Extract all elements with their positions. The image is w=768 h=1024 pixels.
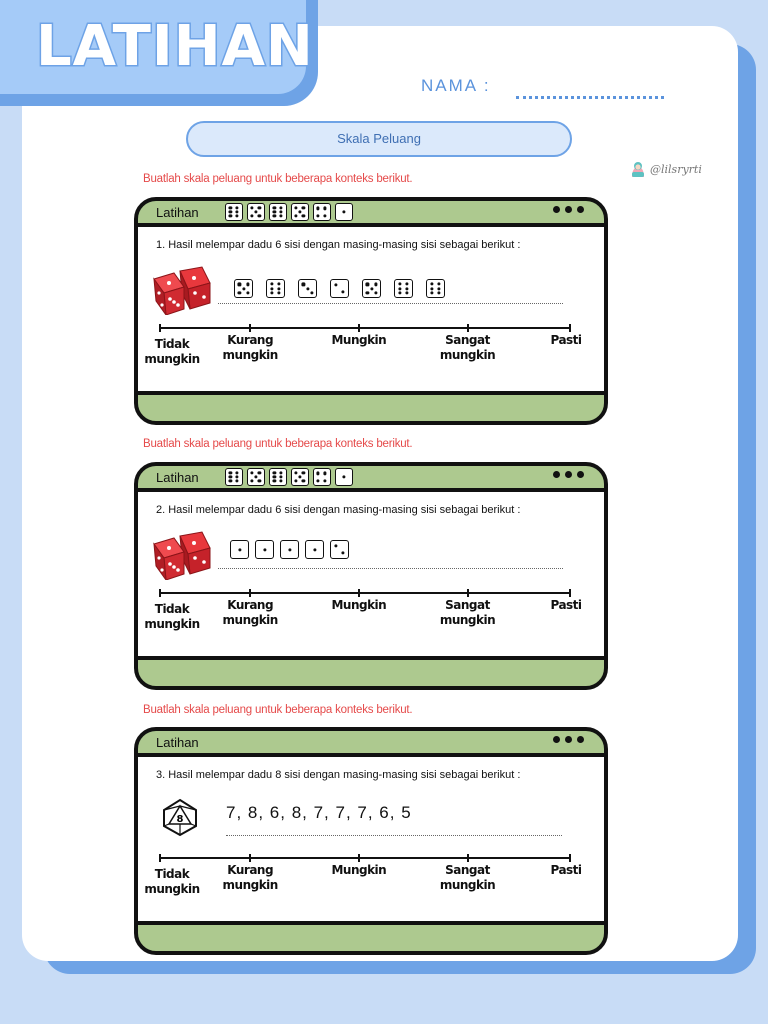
scale-tick [159,589,161,597]
scale-label-line: Mungkin [331,863,387,877]
die-face-2-icon [330,279,349,298]
scale-tick [467,589,469,597]
scale-label-line: Mungkin [331,598,387,612]
red-dice-icon [150,528,220,580]
die-face-1-icon [280,540,299,559]
scale-tick [249,589,251,597]
scale-label-line: Sangat [445,863,490,877]
scale-label-line: Kurang [227,333,274,347]
scale-label-sangat-mungkin [440,863,495,893]
scale-tick [569,854,571,862]
scale-label-line: mungkin [144,352,200,366]
scale-label-line: Tidak [154,602,190,616]
die-face-5-icon [362,279,381,298]
scale-tick [358,589,360,597]
scale-tick [249,324,251,332]
die-face-1-icon [305,540,324,559]
die-face-6-icon [266,279,285,298]
die-face-1-icon [255,540,274,559]
scale-label-line: mungkin [439,878,496,892]
scale-label-mungkin [331,598,386,613]
scale-label-pasti [550,863,581,878]
probability-scale [144,327,582,366]
die-face-6-icon [225,203,243,221]
scale-label-mungkin [331,333,386,348]
question-text: 3. Hasil melempar dadu 8 sisi dengan masing-masing sisi sebagai berikut : [156,769,521,781]
scale-label-line: mungkin [439,613,496,627]
scale-label-line: Pasti [550,598,582,612]
scale-label-kurang-mungkin [223,863,278,893]
question-text: 2. Hasil melempar dadu 6 sisi dengan masing-masing sisi sebagai berikut : [156,504,521,516]
scale-label-line: Tidak [154,867,190,881]
scale-tick [358,854,360,862]
scale-tick [569,589,571,597]
scale-label-line: mungkin [144,882,200,896]
scale-label-line: Tidak [154,337,190,351]
answer-line[interactable] [226,835,562,836]
credit-text: @lilsryrti [650,162,702,176]
d8-label: 8 [176,814,184,825]
scale-label-sangat-mungkin [440,598,495,628]
die-face-1-icon [335,203,353,221]
scale-label-sangat-mungkin [440,333,495,363]
page-title: LATIHAN [36,14,314,79]
scale-label-line: mungkin [222,613,278,627]
dice-faces-row [234,279,445,298]
die-face-1-icon [230,540,249,559]
scale-label-tidak-mungkin [144,337,199,367]
die-face-3-icon [298,279,317,298]
roll-sequence: 7, 8, 6, 8, 7, 7, 7, 6, 5 [226,803,412,822]
name-label: NAMA : [421,76,491,95]
dice-faces-row [230,540,349,559]
scale-label-line: Pasti [550,863,582,877]
scale-label-line: mungkin [222,348,278,362]
answer-line[interactable] [218,303,563,304]
window-label: Latihan [156,469,199,485]
window-dots-icon[interactable] [553,206,584,213]
scale-label-kurang-mungkin [223,598,278,628]
scale-label-line: Pasti [550,333,582,347]
die-face-6-icon [394,279,413,298]
die-face-5-icon [291,468,309,486]
scale-tick [467,854,469,862]
scale-label-kurang-mungkin [223,333,278,363]
window-dots-icon[interactable] [553,471,584,478]
scale-label-line: Kurang [227,598,274,612]
instruction-3: Buatlah skala peluang untuk beberapa konteks berikut. [143,704,413,716]
d8-die-icon [160,797,200,837]
scale-label-line: mungkin [439,348,496,362]
window-label: Latihan [156,734,199,750]
scale-tick [467,324,469,332]
probability-scale [144,857,582,896]
die-face-6-icon [269,468,287,486]
exercise-window-1 [134,197,608,425]
instruction-2: Buatlah skala peluang untuk beberapa konteks berikut. [143,438,413,450]
die-face-6-icon [426,279,445,298]
scale-label-line: Sangat [445,598,490,612]
scale-label-line: Sangat [445,333,490,347]
scale-label-line: Mungkin [331,333,387,347]
scale-tick [159,854,161,862]
die-face-5-icon [234,279,253,298]
scale-tick [159,324,161,332]
scale-label-tidak-mungkin [144,602,199,632]
subject-pill: Skala Peluang [186,121,572,157]
title-tab [0,0,318,106]
credit [628,160,702,178]
scale-tick [358,324,360,332]
exercise-window-2 [134,462,608,690]
die-face-5-icon [247,203,265,221]
die-face-4-icon [313,203,331,221]
probability-scale [144,592,582,631]
die-face-6-icon [225,468,243,486]
die-face-5-icon [291,203,309,221]
avatar-icon [628,160,648,178]
die-face-1-icon [335,468,353,486]
header-dice-row [225,203,353,221]
die-face-2-icon [330,540,349,559]
header-dice-row [225,468,353,486]
scale-tick [249,854,251,862]
scale-label-tidak-mungkin [144,867,199,897]
die-face-5-icon [247,468,265,486]
die-face-6-icon [269,203,287,221]
question-text: 1. Hasil melempar dadu 6 sisi dengan masing-masing sisi sebagai berikut : [156,239,521,251]
exercise-window-3 [134,727,608,955]
scale-label-line: Kurang [227,863,274,877]
answer-line[interactable] [218,568,563,569]
window-label: Latihan [156,204,199,220]
name-field[interactable] [516,96,664,99]
scale-label-mungkin [331,863,386,878]
scale-label-pasti [550,333,581,348]
red-dice-icon [150,263,220,315]
die-face-4-icon [313,468,331,486]
scale-label-line: mungkin [144,617,200,631]
scale-tick [569,324,571,332]
window-dots-icon[interactable] [553,736,584,743]
scale-label-line: mungkin [222,878,278,892]
scale-label-pasti [550,598,581,613]
instruction-1: Buatlah skala peluang untuk beberapa konteks berikut. [143,173,413,185]
